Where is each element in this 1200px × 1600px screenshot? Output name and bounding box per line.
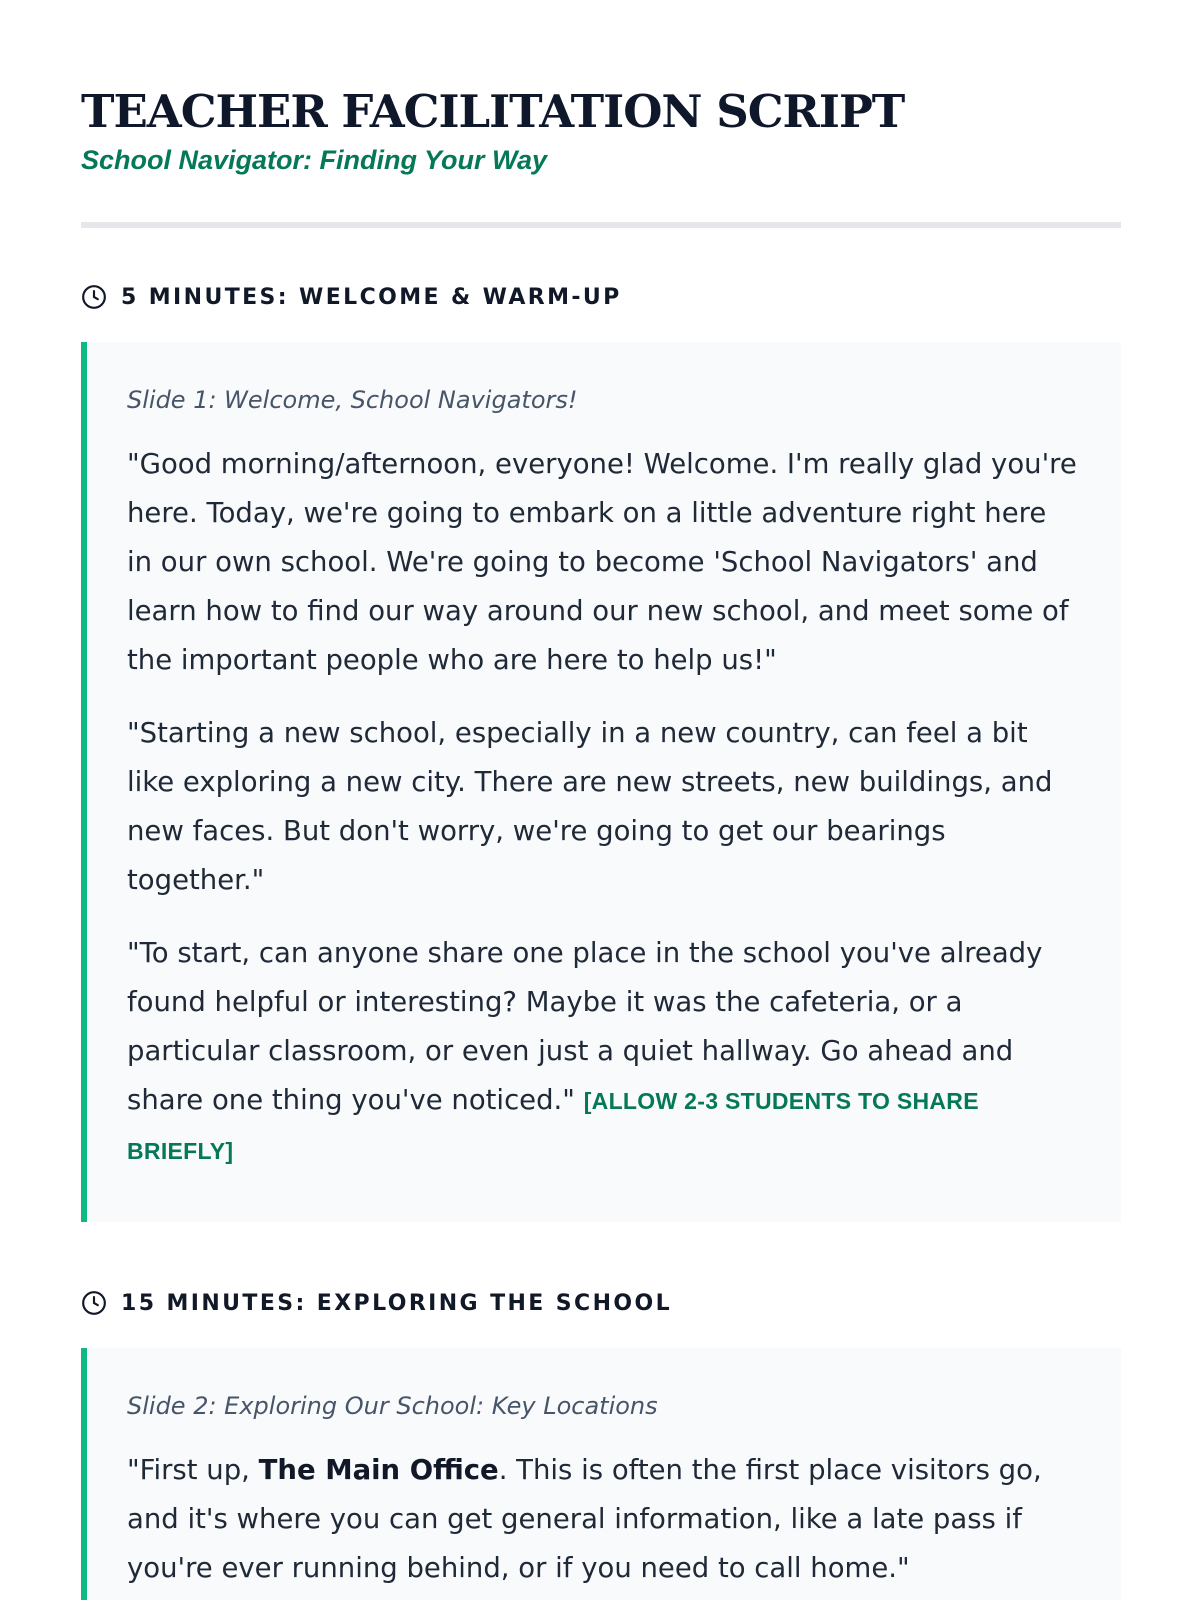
section-heading-exploring bbox=[81, 1288, 1121, 1318]
script-box-exploring bbox=[81, 1348, 1121, 1600]
header-divider bbox=[81, 222, 1121, 228]
script-box-welcome bbox=[81, 342, 1121, 1222]
page-subtitle: School Navigator: Finding Your Way bbox=[81, 145, 548, 175]
slide-label: Slide 2: Exploring Our School: Key Locations bbox=[127, 1392, 658, 1420]
script-paragraph bbox=[127, 1446, 1079, 1593]
clock-icon bbox=[81, 284, 107, 310]
script-paragraph: "Starting a new school, especially in a new country, can feel a bit like exploring a new city. There are new streets, new buildings, and new faces. But don't worry, we're going to get our bearings together." bbox=[127, 717, 1053, 896]
document-content bbox=[81, 84, 1121, 1600]
slide-label: Slide 1: Welcome, School Navigators! bbox=[127, 386, 578, 414]
section-title: 15 MINUTES: EXPLORING THE SCHOOL bbox=[121, 1290, 673, 1316]
script-paragraph-prefix: "First up, bbox=[127, 1454, 259, 1486]
page-title: TEACHER FACILITATION SCRIPT bbox=[81, 85, 905, 138]
location-name: The Main Office bbox=[258, 1454, 499, 1486]
facilitator-cue: [ALLOW 2-3 STUDENTS TO SHARE BRIEFLY] bbox=[127, 1088, 979, 1164]
section-title: 5 MINUTES: WELCOME & WARM-UP bbox=[121, 284, 622, 310]
script-paragraph-suffix: . This is often the first place visitors go, and it's where you can get general information, like a late pass if you're ever running behind, or if you need to call home." bbox=[127, 1454, 1042, 1584]
section-heading-welcome bbox=[81, 282, 1121, 312]
script-paragraph-text: "To start, can anyone share one place in the school you've already found helpful or interesting? Maybe it was the cafeteria, or a particular classroom, or even just a quiet hallway. Go ahead and share one thing you've noticed." bbox=[127, 937, 1043, 1116]
clock-icon bbox=[81, 1290, 107, 1316]
script-paragraph bbox=[127, 929, 1079, 1176]
script-paragraph: "Good morning/afternoon, everyone! Welcome. I'm really glad you're here. Today, we're going to embark on a little adventure right here in our own school. We're going to become 'School Navigators' and learn how to find our way around our new school, and meet some of the important people who are here to help us!" bbox=[127, 448, 1077, 676]
